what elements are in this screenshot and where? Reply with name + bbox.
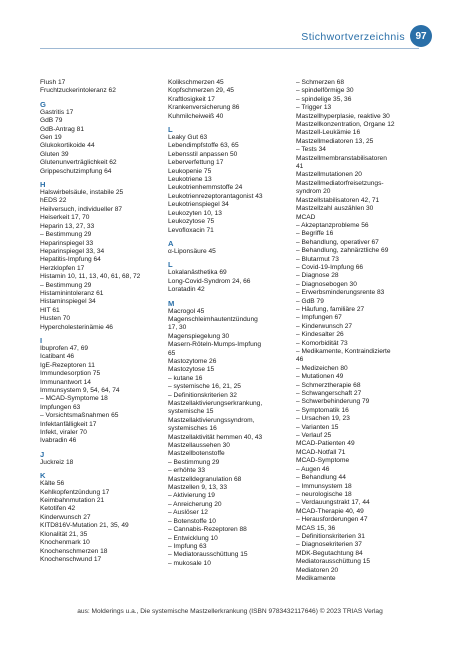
- index-entry: Leukopenie 75: [168, 167, 212, 175]
- index-entry: – Schwerbehinderung 79: [296, 398, 370, 406]
- index-entry: – Bestimmung 29: [168, 458, 220, 466]
- index-entry: – Cannabis-Rezeptoren 88: [168, 526, 247, 534]
- index-entry: – Kinderwunsch 27: [296, 322, 353, 330]
- index-entry: Mastzellzahl auszählen 30: [296, 205, 374, 213]
- index-entry: Heiserkeit 17, 70: [40, 214, 90, 222]
- index-entry: Mastzellbotenstoffe: [168, 450, 225, 458]
- index-entry: – Schmerztherapie 68: [296, 381, 361, 389]
- index-entry: – neurologische 18: [296, 490, 352, 498]
- index-entry: α-Liponsäure 45: [168, 247, 216, 255]
- index-entry: Glukokortikoide 44: [40, 142, 95, 150]
- index-entry: Mastzellstabilisatoren 42, 71: [296, 196, 380, 204]
- index-entry: – Komorbidität 73: [296, 339, 348, 347]
- index-entry: – systemische 16, 21, 25: [168, 383, 241, 391]
- index-entry: – Begriffe 16: [296, 230, 334, 238]
- index-entry: Ketotifen 42: [40, 505, 76, 513]
- index-entry: Juckreiz 18: [40, 458, 74, 466]
- index-entry: 46: [296, 356, 304, 364]
- index-entry: Leukotrienrezeptorantagonist 43: [168, 192, 263, 200]
- index-entry: – Verdauungstrakt 17, 44: [296, 499, 370, 507]
- index-entry: Magenschleimhautentzündung: [168, 315, 258, 323]
- index-entry: – Bestimmung 29: [40, 231, 92, 239]
- index-entry: Lokalanästhetika 69: [168, 269, 227, 277]
- index-entry: – Mutationen 49: [296, 373, 344, 381]
- index-entry: – Medikamente, Kontraindizierte: [296, 348, 391, 355]
- index-entry: Leaky Gut 63: [168, 134, 208, 142]
- page-number-badge: 97: [410, 25, 432, 47]
- index-entry: – Behandlung, zahnärztliche 69: [296, 247, 389, 255]
- index-entry: Histaminintoleranz 61: [40, 289, 104, 297]
- index-letter-heading: H: [40, 180, 46, 190]
- index-entry: syndrom 20: [296, 188, 331, 196]
- index-entry: Leukozyten 10, 13: [168, 209, 222, 217]
- index-entry: Herzklopfen 17: [40, 264, 85, 272]
- index-entry: Kraftlosigkeit 17: [168, 95, 215, 103]
- header-divider: [40, 48, 419, 49]
- index-entry: 41: [296, 163, 304, 171]
- index-entry: MCAS 15, 36: [296, 524, 336, 532]
- index-entry: 17, 30: [168, 324, 187, 332]
- index-entry: – Vorsichtsmaßnahmen 65: [40, 412, 119, 420]
- index-entry: – Trigger 13: [296, 104, 332, 112]
- index-entry: Hypercholesterinämie 46: [40, 323, 113, 331]
- index-entry: – mukosale 10: [168, 559, 211, 567]
- index-entry: Mastozytome 26: [168, 357, 217, 365]
- index-entry: Macrogol 45: [168, 307, 205, 315]
- index-entry: – Herausforderungen 47: [296, 516, 368, 524]
- index-entry: MCAD-Symptome: [296, 457, 350, 465]
- index-entry: Impfungen 63: [40, 403, 81, 411]
- index-entry: – Schwangerschaft 27: [296, 390, 362, 398]
- index-entry: Icatibant 46: [40, 353, 75, 361]
- index-entry: Klonalität 21, 35: [40, 530, 88, 538]
- index-entry: Immunsystem 9, 54, 64, 74: [40, 387, 120, 394]
- index-entry: – Entwicklung 10: [168, 534, 218, 542]
- index-entry: systemische 15: [168, 408, 214, 416]
- index-entry: Leukozytose 75: [168, 218, 215, 226]
- index-entry: Immundesorption 75: [40, 370, 101, 378]
- index-entry: Heparin 13, 27, 33: [40, 222, 95, 230]
- index-entry: – spindelige 35, 36: [296, 95, 352, 103]
- index-letter-heading: G: [40, 99, 46, 109]
- index-entry: – spindelförmige 30: [296, 87, 354, 95]
- index-entry: Mastzell-Leukämie 16: [296, 129, 361, 137]
- index-entry: Levofloxacin 71: [168, 226, 214, 234]
- index-entry: Kehlkopfentzündung 17: [40, 488, 110, 496]
- index-entry: hEDS 22: [40, 197, 67, 205]
- index-entry: MCAD-Patienten 49: [296, 440, 355, 448]
- index-entry: Kälte 56: [40, 480, 65, 488]
- index-entry: Knochenmark 10: [40, 539, 90, 547]
- index-entry: Kinderwunsch 27: [40, 513, 91, 521]
- index-entry: – Augen 46: [296, 465, 330, 473]
- index-entry: Magenspiegelung 30: [168, 332, 230, 340]
- index-entry: Grippeschutzimpfung 64: [40, 167, 112, 175]
- index-entry: Lebendimpfstoffe 63, 65: [168, 142, 239, 150]
- index-letter-heading: K: [40, 471, 46, 481]
- index-entry: – Behandlung 44: [296, 474, 346, 482]
- index-entry: Glutenunverträglichkeit 62: [40, 159, 117, 167]
- index-entry: MDK-Begutachtung 84: [296, 549, 363, 557]
- index-entry: Histamin 10, 11, 13, 40, 61, 68, 72: [40, 273, 141, 281]
- index-letter-heading: I: [40, 335, 43, 345]
- index-entry: Kopfschmerzen 29, 45: [168, 87, 234, 95]
- index-entry: MCAD-Notfall 71: [296, 448, 346, 456]
- index-entry: – Auslöser 12: [168, 509, 208, 517]
- index-entry: Mediatorausschüttung 15: [296, 558, 371, 566]
- index-entry: – Diagnosebogen 30: [296, 280, 357, 288]
- index-entry: – Kindesalter 26: [296, 331, 344, 339]
- index-entry: Kolikschmerzen 45: [168, 79, 224, 86]
- index-entry: – Impfungen 67: [296, 314, 342, 322]
- index-entry: Mastzellmediatoren 13, 25: [296, 137, 374, 145]
- index-entry: Ibuprofen 47, 69: [40, 344, 89, 352]
- index-column-2: [168, 79, 290, 568]
- index-entry: Heparinspiegel 33, 34: [40, 247, 105, 255]
- section-title: Stichwortverzeichnis: [301, 31, 405, 43]
- index-entry: Gen 19: [40, 134, 62, 142]
- index-entry: Hepatitis-Impfung 64: [40, 256, 101, 264]
- index-entry: – Erwerbsminderungsrente 83: [296, 289, 385, 297]
- index-entry: – Akzeptanzprobleme 56: [296, 221, 369, 229]
- index-entry: Mastzellen 9, 13, 33: [168, 484, 228, 492]
- index-entry: Leukotrienhemmstoffe 24: [168, 184, 243, 192]
- index-entry: – kutane 16: [168, 374, 203, 382]
- index-entry: Mastzellaussehen 30: [168, 442, 230, 450]
- index-letter-heading: Α: [168, 238, 174, 248]
- index-entry: GdB 79: [40, 117, 63, 125]
- index-entry: Mastzellmediatorfreisetzungs-: [296, 179, 384, 187]
- index-entry: – GdB 79: [296, 297, 324, 305]
- index-entry: Mastzellaktivierungssyndrom,: [168, 416, 255, 424]
- index-entry: – Ursachen 19, 23: [296, 415, 350, 423]
- index-entry: – Impfung 63: [168, 542, 207, 550]
- index-entry: – Schmerzen 68: [296, 79, 345, 86]
- index-entry: Infektanfälligkeit 17: [40, 420, 97, 428]
- index-entry: Masern-Röteln-Mumps-Impfung: [168, 341, 262, 349]
- index-entry: Knochenschwund 17: [40, 555, 102, 563]
- index-entry: Mastzellaktivierungserkrankung,: [168, 400, 263, 407]
- index-entry: – Medizeichen 80: [296, 364, 348, 372]
- index-entry: Lebensstil anpassen 50: [168, 150, 238, 158]
- index-entry: – Diagnose 28: [296, 272, 339, 280]
- index-entry: – Definitionskriterien 32: [168, 391, 237, 399]
- index-entry: – Tests 34: [296, 146, 326, 154]
- index-entry: Mastozytose 15: [168, 366, 215, 374]
- index-entry: Halswirbelsäule, instabile 25: [40, 189, 124, 197]
- index-entry: Infekt, viraler 70: [40, 429, 87, 437]
- index-letter-heading: J: [40, 449, 45, 459]
- index-entry: – Diagnosekriterien 37: [296, 541, 362, 549]
- index-entry: Keimbahnmutation 21: [40, 497, 105, 505]
- index-entry: Leukotriene 13: [168, 176, 212, 184]
- index-entry: Leukotrienspiegel 34: [168, 201, 229, 209]
- index-entry: MCAD: [296, 213, 316, 221]
- index-letter-heading: L: [168, 260, 173, 270]
- index-entry: – erhöhte 33: [168, 467, 206, 475]
- index-entry: – Botenstoffe 10: [168, 517, 216, 525]
- index-entry: Mastzellmembranstabilisatoren: [296, 154, 387, 162]
- index-column-3: [296, 79, 421, 583]
- index-entry: Long-Covid-Syndrom 24, 66: [168, 277, 251, 285]
- index-entry: 65: [168, 349, 176, 357]
- index-entry: – Covid-19-Impfung 66: [296, 263, 364, 271]
- index-entry: GdB-Antrag 81: [40, 125, 84, 133]
- index-entry: Fruchtzuckerintoleranz 62: [40, 87, 116, 95]
- index-entry: Mastzellmutationen 20: [296, 171, 362, 179]
- index-entry: Krankenversicherung 86: [168, 104, 240, 112]
- index-entry: Mastzellaktivität hemmen 40, 43: [168, 433, 263, 441]
- index-entry: Mastzelldegranulation 68: [168, 475, 242, 483]
- index-entry: HIT 61: [40, 306, 60, 314]
- index-entry: Loratadin 42: [168, 286, 205, 294]
- index-entry: – Häufung, familiäre 27: [296, 305, 365, 313]
- index-entry: Flush 17: [40, 79, 66, 86]
- index-entry: – MCAD-Symptome 18: [40, 395, 108, 403]
- index-entry: Ivabradin 46: [40, 437, 77, 445]
- index-entry: Mastzellhyperplasie, reaktive 30: [296, 112, 390, 120]
- index-entry: – Anreicherung 20: [168, 500, 222, 508]
- index-entry: – Definitionskriterien 31: [296, 532, 365, 540]
- index-entry: – Varianten 15: [296, 423, 339, 431]
- index-entry: – Bestimmung 29: [40, 281, 92, 289]
- source-footer: aus: Molderings u.a., Die systemische Mastzellerkrankung (ISBN 9783432117646) © 2023 TRIAS Verlag: [77, 608, 383, 615]
- index-entry: Immunantwort 14: [40, 378, 91, 386]
- index-entry: – Aktivierung 19: [168, 492, 215, 500]
- index-entry: Medikamente: [296, 574, 336, 582]
- index-entry: Mediatoren 20: [296, 566, 339, 574]
- index-entry: KITD816V-Mutation 21, 35, 49: [40, 522, 129, 530]
- index-entry: systemisches 16: [168, 425, 217, 433]
- index-entry: Gastritis 17: [40, 108, 74, 116]
- index-entry: Histaminspiegel 34: [40, 298, 96, 306]
- index-entry: MCAD-Therapie 40, 49: [296, 507, 364, 515]
- index-letter-heading: L: [168, 125, 173, 135]
- index-entry: – Behandlung, operativer 67: [296, 238, 379, 246]
- index-entry: Mastzellkonzentration, Organe 12: [296, 121, 395, 129]
- index-entry: IgE-Rezeptoren 11: [40, 361, 95, 369]
- index-entry: Heparinspiegel 33: [40, 239, 94, 247]
- index-entry: – Mediatorausschüttung 15: [168, 551, 248, 559]
- index-entry: Heilversuch, individueller 87: [40, 205, 123, 213]
- index-entry: Leberverfettung 17: [168, 159, 224, 167]
- index-column-1: [40, 79, 140, 564]
- index-entry: Knochenschmerzen 18: [40, 547, 108, 555]
- index-entry: – Blutarmut 73: [296, 255, 339, 263]
- index-letter-heading: M: [168, 298, 175, 308]
- index-entry: – Verlauf 25: [296, 432, 332, 440]
- index-entry: – Immunsystem 18: [296, 482, 352, 490]
- index-entry: Gluten 39: [40, 150, 69, 158]
- index-entry: – Symptomatik 16: [296, 406, 349, 414]
- index-entry: Husten 70: [40, 315, 71, 323]
- index-entry: Kuhmilcheiweiß 40: [168, 112, 224, 120]
